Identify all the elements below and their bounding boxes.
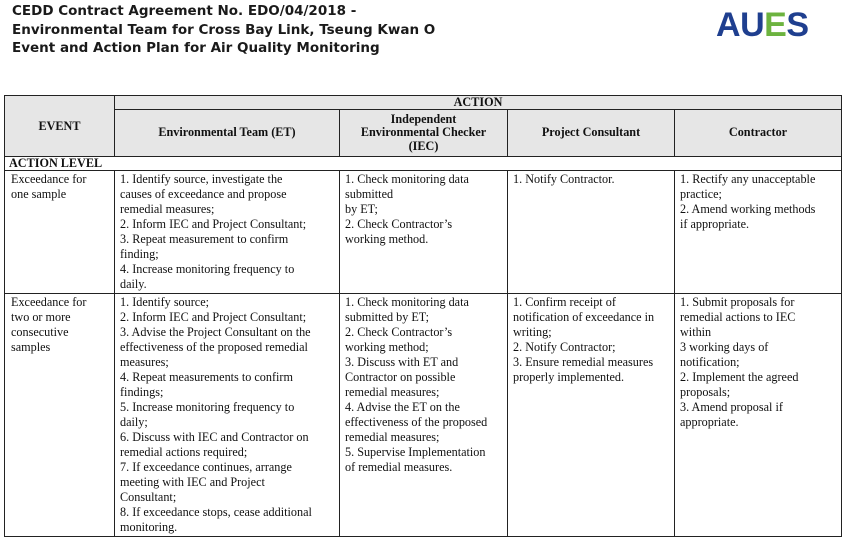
cell-line: 4. Advise the ET on the <box>345 400 460 414</box>
action-level-label: ACTION LEVEL <box>5 157 842 171</box>
event-action-plan-table <box>4 95 842 537</box>
cell-line: Exceedance for <box>11 295 87 309</box>
cell-line: 2. Amend working methods <box>680 202 816 216</box>
cell-line: finding; <box>120 247 159 261</box>
cell-line: appropriate. <box>680 415 739 429</box>
cell-line: 7. If exceedance continues, arrange <box>120 460 292 474</box>
cell-line: remedial measures; <box>345 385 440 399</box>
et-cell <box>115 294 340 537</box>
iec-cell <box>340 294 508 537</box>
cell-line: Consultant; <box>120 490 177 504</box>
cell-line: 3. Ensure remedial measures <box>513 355 654 369</box>
cell-line: 4. Repeat measurements to confirm <box>120 370 293 384</box>
cell-line: notification of exceedance in <box>513 310 655 324</box>
cell-line: findings; <box>120 385 164 399</box>
pc-cell <box>508 171 675 294</box>
cell-line: 1. Notify Contractor. <box>513 172 615 186</box>
cell-line: measures; <box>120 355 169 369</box>
contractor-cell <box>675 294 842 537</box>
document-header <box>12 2 435 58</box>
cell-line: daily; <box>120 415 148 429</box>
event-cell <box>5 294 115 537</box>
cell-line: of remedial measures. <box>345 460 453 474</box>
cell-line: submitted <box>345 187 394 201</box>
cell-line: notification; <box>680 355 740 369</box>
cell-line: 2. Check Contractor’s <box>345 217 453 231</box>
cell-line: meeting with IEC and Project <box>120 475 265 489</box>
cell-line: consecutive <box>11 325 69 339</box>
cell-line: Exceedance for <box>11 172 87 186</box>
cell-line: 3. Discuss with ET and <box>345 355 459 369</box>
iec-header-line: (IEC) <box>408 138 439 153</box>
cell-line: 3. Advise the Project Consultant on the <box>120 325 311 339</box>
table-row <box>5 294 842 537</box>
cell-line: 8. If exceedance stops, cease additional <box>120 505 312 519</box>
cell-line: 3. Amend proposal if <box>680 400 783 414</box>
cell-line: remedial actions to IEC <box>680 310 796 324</box>
header-line-3: Event and Action Plan for Air Quality Monitoring <box>12 40 380 56</box>
cell-line: 6. Discuss with IEC and Contractor on <box>120 430 309 444</box>
cell-line: 3. Repeat measurement to confirm <box>120 232 289 246</box>
cell-line: causes of exceedance and propose <box>120 187 287 201</box>
cell-line: remedial measures; <box>345 430 440 444</box>
aues-logo <box>716 6 809 44</box>
cell-line: 3 working days of <box>680 340 769 354</box>
cell-line: 1. Rectify any unacceptable <box>680 172 816 186</box>
cell-line: monitoring. <box>120 520 178 534</box>
cell-line: two or more <box>11 310 71 324</box>
cell-line: 5. Supervise Implementation <box>345 445 486 459</box>
cell-line: effectiveness of the proposed remedial <box>120 340 308 354</box>
cell-line: 2. Inform IEC and Project Consultant; <box>120 217 307 231</box>
cell-line: remedial measures; <box>120 202 215 216</box>
cell-line: working method; <box>345 340 429 354</box>
iec-cell <box>340 171 508 294</box>
contractor-column-header: Contractor <box>675 110 842 157</box>
et-column-header: Environmental Team (ET) <box>115 110 340 157</box>
cell-line: 1. Check monitoring data <box>345 172 469 186</box>
cell-line: daily. <box>120 277 147 291</box>
cell-line: by ET; <box>345 202 378 216</box>
pc-column-header: Project Consultant <box>508 110 675 157</box>
cell-line: if appropriate. <box>680 217 750 231</box>
cell-line: 2. Notify Contractor; <box>513 340 616 354</box>
cell-line: 4. Increase monitoring frequency to <box>120 262 295 276</box>
cell-line: effectiveness of the proposed <box>345 415 488 429</box>
pc-cell <box>508 294 675 537</box>
contractor-cell <box>675 171 842 294</box>
cell-line: 1. Identify source, investigate the <box>120 172 283 186</box>
table-row <box>5 171 842 294</box>
logo-letter-s: S <box>786 6 809 44</box>
logo-letter-e: E <box>764 6 787 44</box>
cell-line: 1. Identify source; <box>120 295 210 309</box>
logo-letter-u: U <box>740 6 765 44</box>
cell-line: working method. <box>345 232 429 246</box>
cell-line: 2. Implement the agreed <box>680 370 799 384</box>
cell-line: 2. Check Contractor’s <box>345 325 453 339</box>
cell-line: 1. Check monitoring data <box>345 295 469 309</box>
iec-column-header <box>340 110 508 157</box>
cell-line: 1. Submit proposals for <box>680 295 795 309</box>
cell-line: one sample <box>11 187 67 201</box>
event-column-header: EVENT <box>5 96 115 157</box>
iec-header-line: Independent <box>390 111 457 126</box>
cell-line: submitted by ET; <box>345 310 429 324</box>
iec-header-line: Environmental Checker <box>360 125 487 140</box>
event-cell <box>5 171 115 294</box>
header-line-2: Environmental Team for Cross Bay Link, Tseung Kwan O <box>12 21 436 38</box>
et-cell <box>115 171 340 294</box>
cell-line: 5. Increase monitoring frequency to <box>120 400 295 414</box>
cell-line: writing; <box>513 325 552 339</box>
cell-line: proposals; <box>680 385 731 399</box>
cell-line: Contractor on possible <box>345 370 456 384</box>
header-line-1: CEDD Contract Agreement No. EDO/04/2018 - <box>12 3 357 19</box>
logo-letter-a: A <box>716 6 741 44</box>
cell-line: practice; <box>680 187 722 201</box>
cell-line: within <box>680 325 712 339</box>
cell-line: properly implemented. <box>513 370 625 384</box>
action-column-header: ACTION <box>115 96 842 110</box>
cell-line: 2. Inform IEC and Project Consultant; <box>120 310 307 324</box>
cell-line: remedial actions required; <box>120 445 248 459</box>
cell-line: samples <box>11 340 51 354</box>
cell-line: 1. Confirm receipt of <box>513 295 616 309</box>
